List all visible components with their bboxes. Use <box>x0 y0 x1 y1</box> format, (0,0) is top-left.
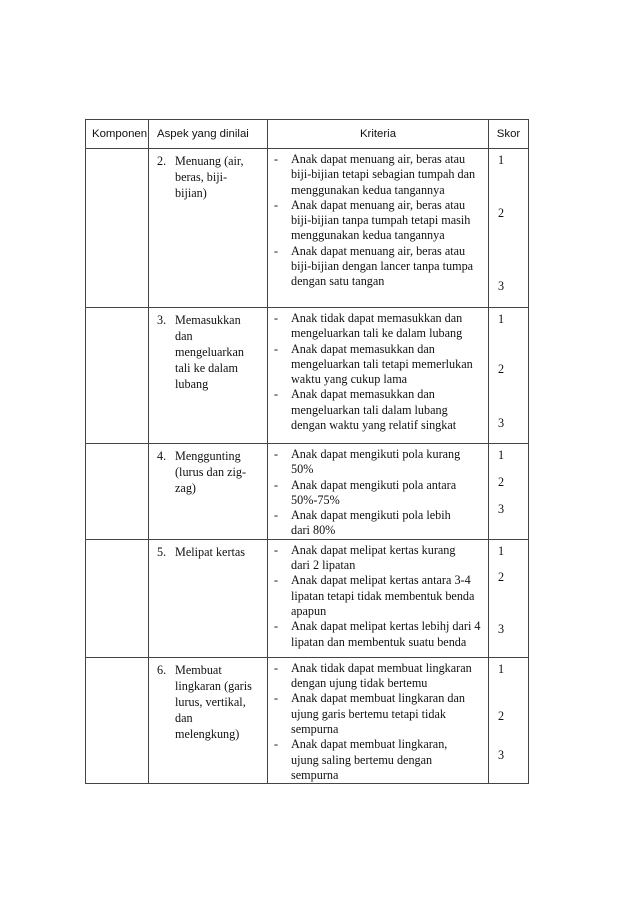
criteria-item: Anak dapat membuat lingkaran dan ujung garis bertemu tetapi tidak sempurna <box>291 691 465 736</box>
score-value: 2 <box>498 206 505 220</box>
aspect-text: Menggunting (lurus dan zig-zag) <box>175 449 247 495</box>
aspect-text: Menuang (air, beras, biji-bijian) <box>175 154 244 200</box>
table-row <box>86 539 529 657</box>
komponen-cell <box>86 657 149 783</box>
aspect-cell <box>149 149 268 308</box>
criteria-item: Anak dapat mengikuti pola kurang 50% <box>291 447 461 477</box>
score-value: 1 <box>498 543 505 558</box>
score-value: 2 <box>498 569 505 584</box>
komponen-cell <box>86 308 149 444</box>
aspect-number: 3. <box>157 313 167 327</box>
table-row <box>86 149 529 308</box>
aspect-cell <box>149 657 268 783</box>
komponen-cell <box>86 539 149 657</box>
criteria-cell: - Anak dapat menuang air, beras atau biji-bijian tetapi sebagian tumpah dan menggunakan kedua tangannya - Anak dapat menuang air, beras atau biji-bijian tanpa tumpah tetapi masih menggunakan kedua tangannya - Anak dapat menuang air, beras atau biji-bijian dengan lancer tanpa tumpa dengan satu tangan <box>268 149 489 308</box>
aspect-number: 6. <box>157 662 167 677</box>
komponen-cell <box>86 444 149 540</box>
criteria-cell: - Anak dapat mengikuti pola kurang 50% - Anak dapat mengikuti pola antara 50%-75% - Anak dapat mengikuti pola lebih dari 80% <box>268 444 489 540</box>
criteria-item: Anak dapat membuat lingkaran, ujung saling bertemu dengan sempurna <box>291 737 448 782</box>
score-cell <box>489 149 529 308</box>
aspect-number: 5. <box>157 544 167 559</box>
criteria-item: Anak dapat mengikuti pola antara 50%-75% <box>291 477 457 507</box>
score-value: 3 <box>498 747 505 762</box>
score-value: 3 <box>498 502 505 516</box>
criteria-item: Anak dapat melipat kertas lebihj dari 4 lipatan dan membentuk suatu benda <box>291 619 481 649</box>
assessment-table <box>85 119 529 784</box>
aspect-text: Melipat kertas <box>175 544 246 559</box>
criteria-item: Anak dapat memasukkan dan mengeluarkan tali tetapi memerlukan waktu yang cukup lama <box>291 341 473 387</box>
header-skor: Skor <box>489 120 529 149</box>
criteria-item: Anak dapat mengikuti pola lebih dari 80% <box>291 508 451 538</box>
criteria-item: Anak dapat menuang air, beras atau biji-bijian dengan lancer tanpa tumpa dengan satu tangan <box>291 243 474 289</box>
aspect-cell <box>149 308 268 444</box>
score-value: 3 <box>498 279 505 293</box>
criteria-item: Anak dapat menuang air, beras atau biji-bijian tanpa tumpah tetapi masih menggunakan kedua tangannya <box>291 197 471 243</box>
table-header-row <box>86 120 529 149</box>
score-value: 2 <box>498 475 505 489</box>
score-value: 1 <box>498 448 505 462</box>
score-value: 3 <box>498 621 505 636</box>
score-cell <box>489 444 529 540</box>
aspect-number: 2. <box>157 154 167 168</box>
aspect-text: Memasukkan dan mengeluarkan tali ke dalam lubang <box>175 313 245 391</box>
aspect-cell <box>149 539 268 657</box>
criteria-item: Anak dapat melipat kertas kurang dari 2 lipatan <box>291 542 456 573</box>
aspect-number: 4. <box>157 449 167 463</box>
table-row <box>86 657 529 783</box>
header-kriteria: Kriteria <box>268 120 489 149</box>
score-value: 2 <box>498 362 505 376</box>
header-aspek: Aspek yang dinilai <box>149 120 268 149</box>
score-value: 1 <box>498 661 505 676</box>
header-komponen: Komponen <box>86 120 149 149</box>
criteria-item: Anak tidak dapat memasukkan dan mengeluarkan tali ke dalam lubang <box>291 311 463 341</box>
score-value: 1 <box>498 312 505 326</box>
criteria-item: Anak dapat melipat kertas antara 3-4 lipatan tetapi tidak membentuk benda apapun <box>291 573 475 618</box>
score-value: 2 <box>498 708 505 723</box>
aspect-text: Membuat lingkaran (garis lurus, vertikal, dan melengkung) <box>175 662 252 741</box>
criteria-item: Anak dapat menuang air, beras atau biji-bijian tetapi sebagian tumpah dan menggunakan kedua tangannya <box>291 152 476 197</box>
komponen-cell <box>86 149 149 308</box>
score-cell <box>489 539 529 657</box>
aspect-cell <box>149 444 268 540</box>
table-row <box>86 308 529 444</box>
score-cell <box>489 657 529 783</box>
table-row <box>86 444 529 540</box>
criteria-cell: - Anak tidak dapat membuat lingkaran dengan ujung tidak bertemu - Anak dapat membuat lingkaran dan ujung garis bertemu tetapi tidak sempurna - Anak dapat membuat lingkaran, ujung saling bertemu dengan sempurna <box>268 657 489 783</box>
criteria-cell: - Anak dapat melipat kertas kurang dari 2 lipatan - Anak dapat melipat kertas antara 3-4 lipatan tetapi tidak membentuk benda apapun - Anak dapat melipat kertas lebihj dari 4 lipatan dan membentuk suatu benda <box>268 539 489 657</box>
criteria-cell: - Anak tidak dapat memasukkan dan mengeluarkan tali ke dalam lubang - Anak dapat memasukkan dan mengeluarkan tali tetapi memerlukan waktu yang cukup lama - Anak dapat memasukkan dan mengeluarkan tali dalam lubang dengan waktu yang relatif singkat <box>268 308 489 444</box>
criteria-item: Anak dapat memasukkan dan mengeluarkan tali dalam lubang dengan waktu yang relatif singkat <box>291 387 457 433</box>
score-value: 3 <box>498 416 505 430</box>
criteria-item: Anak tidak dapat membuat lingkaran dengan ujung tidak bertemu <box>291 660 472 691</box>
score-value: 1 <box>498 153 505 167</box>
score-cell <box>489 308 529 444</box>
